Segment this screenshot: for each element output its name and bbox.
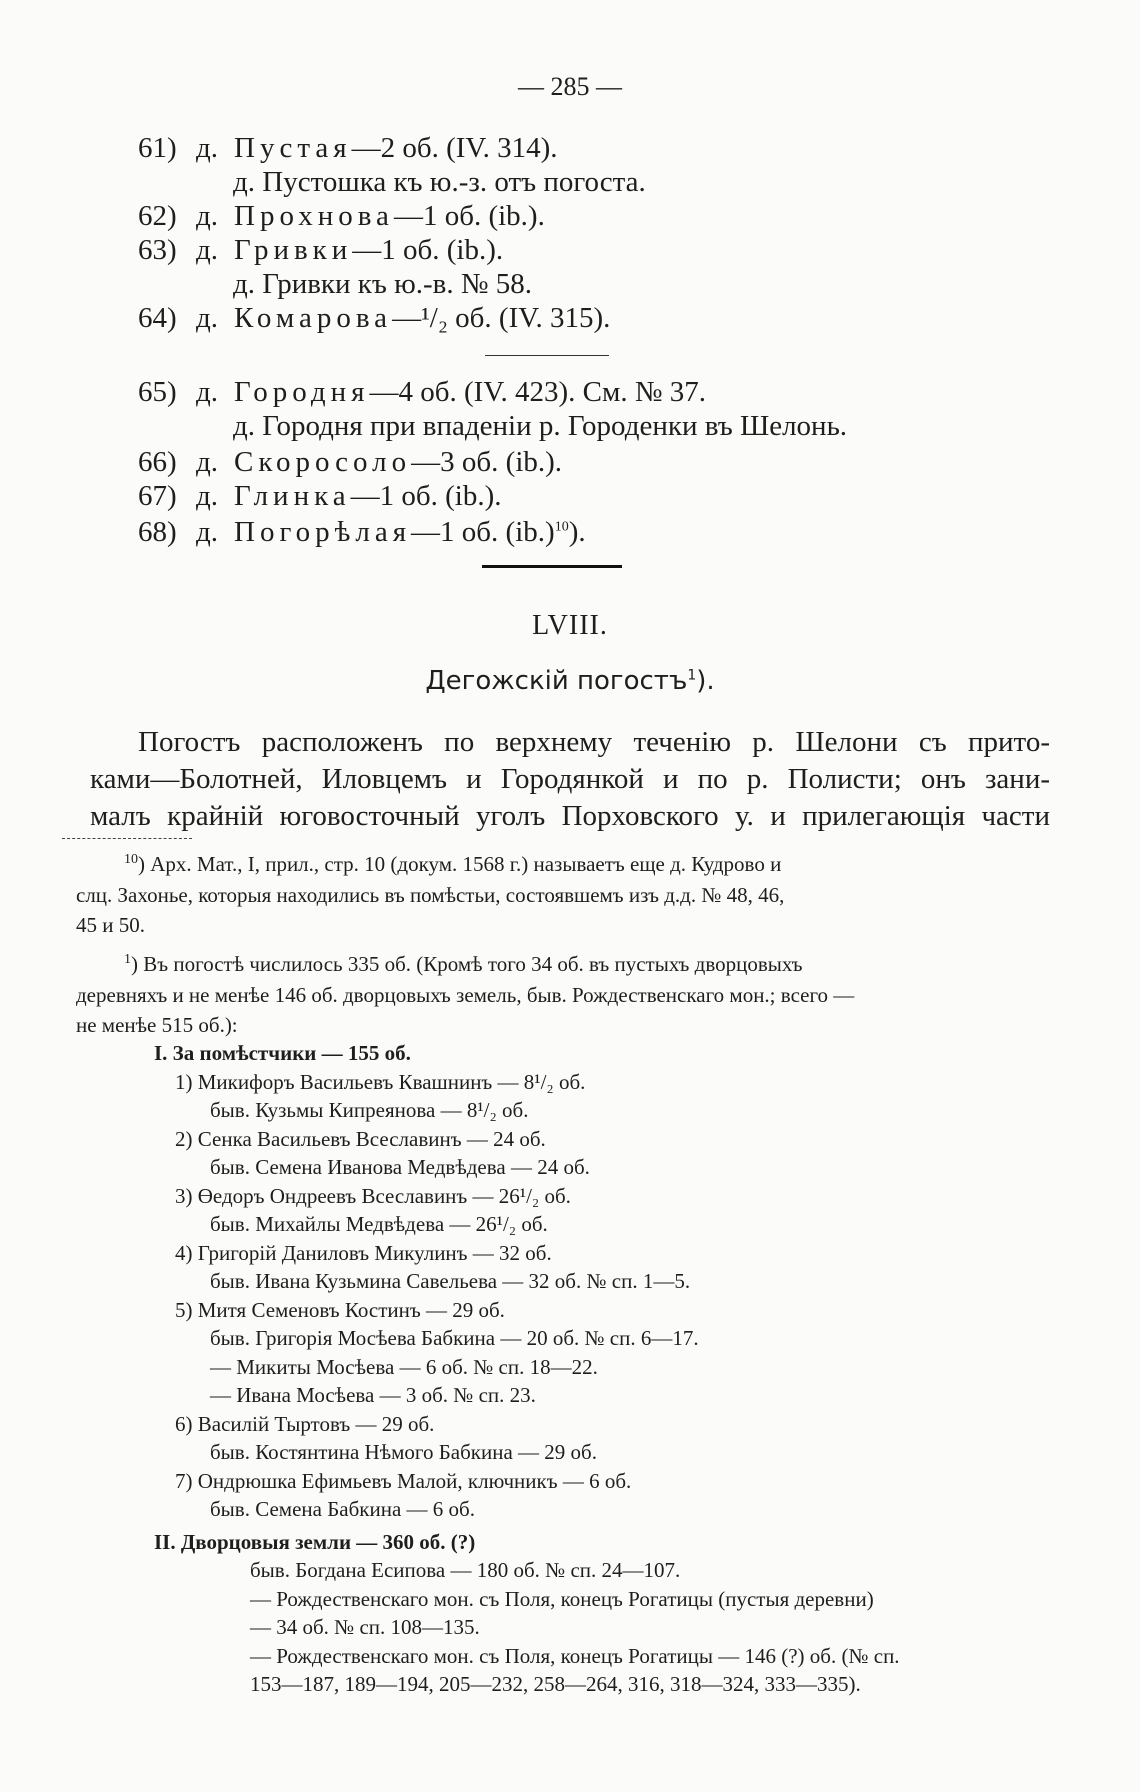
list-item: быв. Семена Бабкина — 6 об.	[210, 1497, 475, 1521]
list-item: 1) Микифоръ Васильевъ Квашнинъ — 8¹/₂ об.	[175, 1070, 586, 1094]
entry-detail: —1 об. (ib.)	[411, 516, 555, 548]
entry-number: 62)	[138, 200, 177, 232]
list-item: быв. Семена Иванова Медвѣдева — 24 об.	[210, 1155, 590, 1179]
list-item: быв. Григорія Мосѣева Бабкина — 20 об. № сп. 6—17.	[210, 1326, 699, 1350]
settlement-entry	[138, 302, 610, 335]
body-paragraph	[90, 724, 1050, 835]
list-item: — Рождественскаго мон. съ Поля, конецъ Рогатицы — 146 (?) об. (№ сп.	[250, 1644, 900, 1668]
footnote-ref: 10	[554, 519, 569, 535]
entry-number: 61)	[138, 132, 177, 164]
entry-name: Глинка	[234, 480, 351, 512]
entry-tail: ).	[568, 516, 586, 548]
entry-prefix: д.	[196, 302, 219, 334]
body-line: малъ крайній юговосточный уголъ Порховского у. и прилегающія части	[90, 800, 1050, 832]
entry-prefix: д.	[196, 376, 219, 408]
entry-prefix: д.	[196, 516, 219, 548]
footnote-1-line: $^1$) Въ погостѣ числилось 335 об. (Кромѣ того 34 об. въ пустыхъ дворцовыхъ	[124, 952, 803, 976]
list-category-heading: I. За помѣстчики — 155 об.	[154, 1041, 411, 1065]
list-item: быв. Богдана Есипова — 180 об. № сп. 24—107.	[250, 1558, 681, 1582]
entry-detail: —4 об. (IV. 423). См. № 37.	[369, 376, 707, 408]
entry-name: Гривки	[234, 234, 353, 266]
entry-name: Прохнова	[234, 200, 394, 232]
entry-name: Пустая	[234, 132, 352, 164]
section-title: Дегожскій погостъ$^1$).	[425, 666, 715, 696]
settlement-entry	[138, 376, 706, 409]
section-end-rule	[482, 565, 622, 568]
entry-detail: —¹/₂ об. (IV. 315).	[392, 302, 611, 334]
settlement-note: д. Пустошка къ ю.-з. отъ погоста.	[233, 166, 646, 198]
entry-name: Погорѣлая	[234, 516, 412, 548]
footnote-10-line: 45 и 50.	[76, 913, 145, 937]
entry-number: 67)	[138, 480, 177, 512]
section-numeral: LVIII.	[532, 610, 608, 641]
entry-number: 66)	[138, 446, 177, 478]
list-item: 6) Василій Тыртовъ — 29 об.	[175, 1412, 435, 1436]
list-item: — 34 об. № сп. 108—135.	[250, 1615, 480, 1639]
footnote-1-line: деревняхъ и не менѣе 146 об. дворцовыхъ земель, быв. Рождественскаго мон.; всего —	[76, 983, 855, 1007]
footnote-10-line: слц. Захонье, которыя находились въ помѣстьи, состоявшемъ изъ д.д. № 48, 46,	[76, 883, 785, 907]
settlement-note: д. Городня при впаденіи р. Городенки въ Шелонь.	[233, 410, 848, 442]
body-line: ками—Болотней, Иловцемъ и Городянкой и по р. Полисти; онъ зани-	[90, 763, 1050, 795]
settlement-entry	[138, 446, 562, 479]
settlement-entry	[138, 200, 545, 233]
settlement-note: д. Гривки къ ю.-в. № 58.	[233, 268, 533, 300]
entry-prefix: д.	[196, 200, 219, 232]
list-item: — Ивана Мосѣева — 3 об. № сп. 23.	[210, 1383, 536, 1407]
entry-number: 68)	[138, 516, 177, 548]
entry-prefix: д.	[196, 480, 219, 512]
list-item: быв. Михайлы Медвѣдева — 26¹/₂ об.	[210, 1212, 548, 1236]
list-item: быв. Кузьмы Кипреянова — 8¹/₂ об.	[210, 1098, 529, 1122]
footnote-10-line: $^{10}$) Арх. Мат., I, прил., стр. 10 (докум. 1568 г.) называетъ еще д. Кудрово и	[124, 852, 782, 876]
footnote-separator	[62, 838, 192, 839]
entry-prefix: д.	[196, 132, 219, 164]
entry-name: Городня	[234, 376, 370, 408]
entry-detail: —1 об. (ib.).	[393, 200, 545, 232]
settlement-entry	[138, 480, 502, 513]
entry-detail: —1 об. (ib.).	[350, 480, 502, 512]
footnote-1-line: не менѣе 515 об.):	[76, 1013, 238, 1037]
list-item: — Микиты Мосѣева — 6 об. № сп. 18—22.	[210, 1355, 598, 1379]
entry-number: 63)	[138, 234, 177, 266]
page-number: — 285 —	[518, 72, 622, 101]
entry-number: 64)	[138, 302, 177, 334]
entry-prefix: д.	[196, 234, 219, 266]
settlement-entry	[138, 516, 586, 549]
settlement-entry	[138, 132, 558, 165]
list-item: быв. Ивана Кузьмина Савельева — 32 об. № сп. 1—5.	[210, 1269, 691, 1293]
entry-name: Скоросоло	[234, 446, 412, 478]
entry-prefix: д.	[196, 446, 219, 478]
list-item: быв. Костянтина Нѣмого Бабкина — 29 об.	[210, 1440, 597, 1464]
settlement-entry	[138, 234, 503, 267]
list-item: 5) Митя Семеновъ Костинъ — 29 об.	[175, 1298, 505, 1322]
entry-detail: —3 об. (ib.).	[411, 446, 563, 478]
list-item: — Рождественскаго мон. съ Поля, конецъ Рогатицы (пустыя деревни)	[250, 1587, 874, 1611]
body-line: Погостъ расположенъ по верхнему теченію р. Шелони съ прито-	[138, 726, 1050, 758]
list-item: 4) Григорій Даниловъ Микулинъ — 32 об.	[175, 1241, 552, 1265]
list-item: 3) Өедоръ Ондреевъ Всеславинъ — 26¹/₂ об.	[175, 1184, 571, 1208]
list-item: 153—187, 189—194, 205—232, 258—264, 316, 318—324, 333—335).	[250, 1672, 861, 1696]
entry-name: Комарова	[234, 302, 393, 334]
entry-detail: —2 об. (IV. 314).	[351, 132, 558, 164]
list-item: 2) Сенка Васильевъ Всеславинъ — 24 об.	[175, 1127, 546, 1151]
separator-rule	[485, 355, 609, 356]
list-item: 7) Ондрюшка Ефимьевъ Малой, ключникъ — 6 об.	[175, 1469, 632, 1493]
list-category-heading: II. Дворцовыя земли — 360 об. (?)	[154, 1530, 476, 1554]
entry-detail: —1 об. (ib.).	[352, 234, 504, 266]
entry-number: 65)	[138, 376, 177, 408]
